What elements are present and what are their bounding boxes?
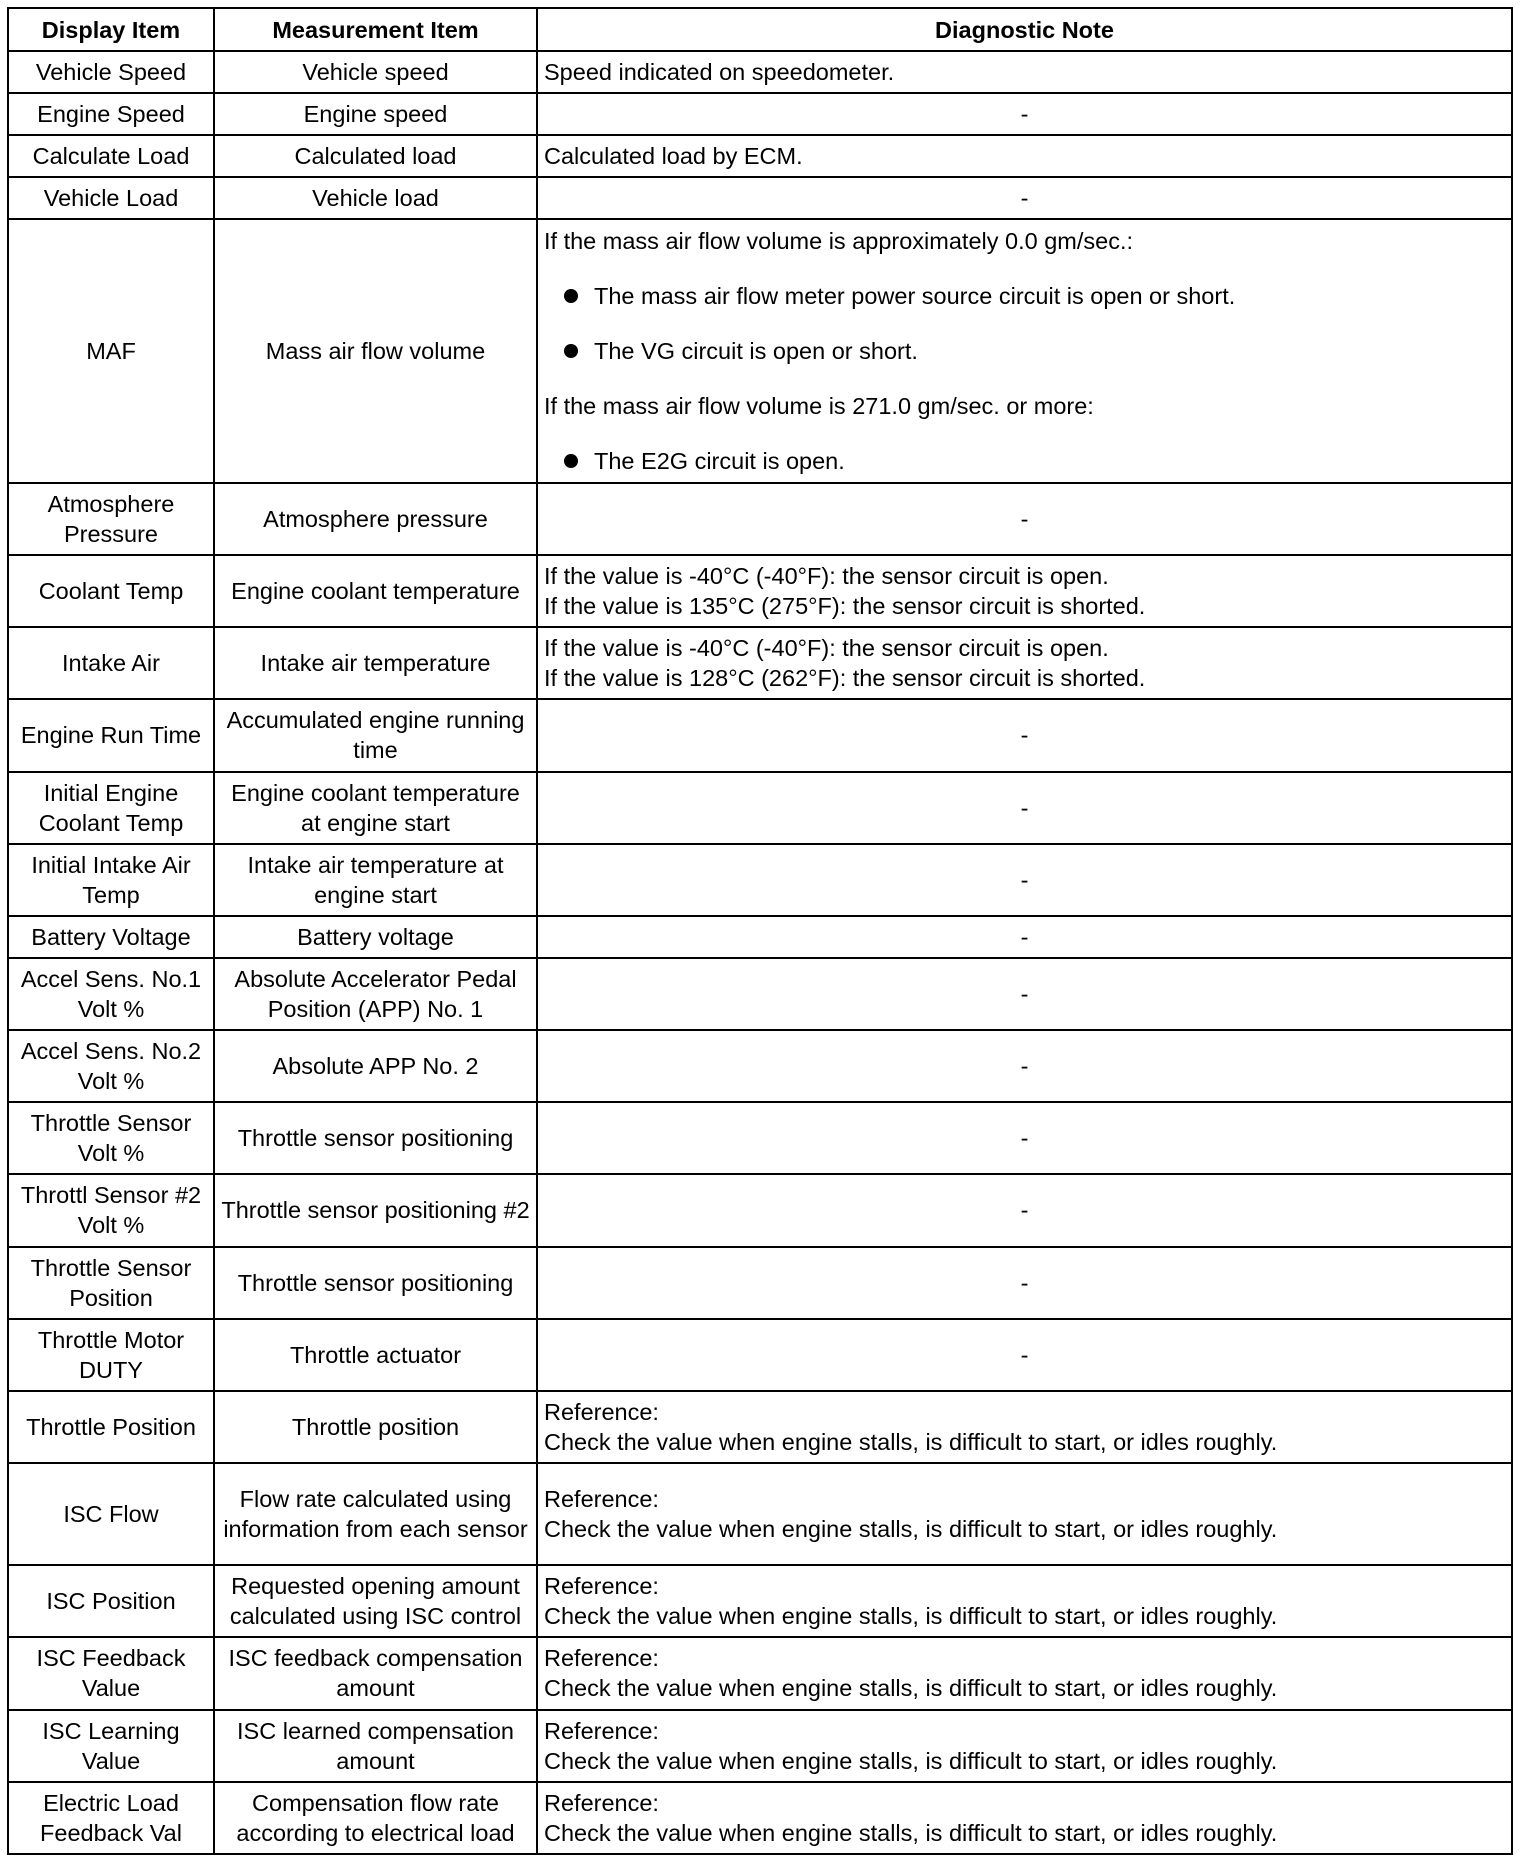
diagnostic-note: - — [537, 1247, 1512, 1319]
note-line: Reference: — [544, 1717, 659, 1744]
diagnostic-note — [537, 219, 1512, 483]
note-line: If the value is -40°C (-40°F): the sensor circuit is open. — [544, 635, 1109, 662]
measurement-item: Calculated load — [214, 135, 537, 177]
note-line: Reference: — [544, 1486, 659, 1513]
bullet-item — [544, 336, 1505, 366]
measurement-item: Engine coolant temperature at engine start — [214, 772, 537, 844]
measurement-item: Throttle sensor positioning #2 — [214, 1174, 537, 1246]
table-row — [8, 1319, 1512, 1391]
display-item: Throttle Sensor Position — [8, 1247, 214, 1319]
measurement-item: Engine coolant temperature — [214, 555, 537, 627]
table-row — [8, 1391, 1512, 1463]
measurement-item: Throttle actuator — [214, 1319, 537, 1391]
measurement-item: Throttle sensor positioning — [214, 1102, 537, 1174]
measurement-item: Throttle sensor positioning — [214, 1247, 537, 1319]
display-item: Calculate Load — [8, 135, 214, 177]
diagnostic-note — [537, 1710, 1512, 1782]
display-item: Throttle Sensor Volt % — [8, 1102, 214, 1174]
display-item: MAF — [8, 219, 214, 483]
measurement-item: Engine speed — [214, 93, 537, 135]
header-display-item: Display Item — [8, 8, 214, 51]
measurement-item: Accumulated engine running time — [214, 699, 537, 771]
measurement-item: Vehicle load — [214, 177, 537, 219]
display-item: Initial Engine Coolant Temp — [8, 772, 214, 844]
bullet-text: The mass air flow meter power source circuit is open or short. — [594, 283, 1236, 310]
note-line: Reference: — [544, 1573, 659, 1600]
measurement-item: Throttle position — [214, 1391, 537, 1463]
note-line: If the value is 128°C (262°F): the sensor circuit is shorted. — [544, 665, 1146, 692]
diagnostic-note: - — [537, 772, 1512, 844]
table-row — [8, 1102, 1512, 1174]
diagnostic-note: - — [537, 483, 1512, 555]
table-row — [8, 1637, 1512, 1709]
table-row — [8, 177, 1512, 219]
table-row — [8, 1247, 1512, 1319]
header-row — [8, 8, 1512, 51]
table-row — [8, 627, 1512, 699]
diagnostic-note — [537, 1637, 1512, 1709]
diagnostic-note: - — [537, 1030, 1512, 1102]
table-row — [8, 772, 1512, 844]
table-row — [8, 1565, 1512, 1637]
table-row — [8, 699, 1512, 771]
diagnostic-note: - — [537, 1102, 1512, 1174]
measurement-item: Intake air temperature — [214, 627, 537, 699]
bullet-text: The VG circuit is open or short. — [594, 338, 918, 365]
display-item: Throttle Motor DUTY — [8, 1319, 214, 1391]
display-item: Throttle Position — [8, 1391, 214, 1463]
display-item: ISC Feedback Value — [8, 1637, 214, 1709]
table-row — [8, 483, 1512, 555]
measurement-item: Intake air temperature at engine start — [214, 844, 537, 916]
measurement-item: Mass air flow volume — [214, 219, 537, 483]
diagnostic-note — [537, 1463, 1512, 1565]
measurement-item: ISC learned compensation amount — [214, 1710, 537, 1782]
diagnostic-note — [537, 555, 1512, 627]
measurement-item: Battery voltage — [214, 916, 537, 958]
note-line: Check the value when engine stalls, is difficult to start, or idles roughly. — [544, 1428, 1278, 1455]
bullet-icon — [564, 454, 578, 468]
display-item: Accel Sens. No.2 Volt % — [8, 1030, 214, 1102]
display-item: Battery Voltage — [8, 916, 214, 958]
table-row — [8, 51, 1512, 93]
header-diagnostic-note: Diagnostic Note — [537, 8, 1512, 51]
display-item: ISC Flow — [8, 1463, 214, 1565]
diagnostic-note: - — [537, 844, 1512, 916]
table-row — [8, 1174, 1512, 1246]
measurement-item: Absolute APP No. 2 — [214, 1030, 537, 1102]
note-line: Reference: — [544, 1398, 659, 1425]
display-item: Engine Run Time — [8, 699, 214, 771]
display-item: Initial Intake Air Temp — [8, 844, 214, 916]
display-item: ISC Position — [8, 1565, 214, 1637]
table-row — [8, 916, 1512, 958]
measurement-item: Requested opening amount calculated using ISC control — [214, 1565, 537, 1637]
note-line: If the mass air flow volume is approximately 0.0 gm/sec.: — [544, 228, 1134, 255]
bullet-icon — [564, 289, 578, 303]
note-line: Reference: — [544, 1789, 659, 1816]
note-line: Check the value when engine stalls, is difficult to start, or idles roughly. — [544, 1675, 1278, 1702]
display-item: Engine Speed — [8, 93, 214, 135]
bullet-icon — [564, 344, 578, 358]
note-line: If the value is -40°C (-40°F): the sensor circuit is open. — [544, 563, 1109, 590]
display-item: Vehicle Load — [8, 177, 214, 219]
diagnostic-note: - — [537, 699, 1512, 771]
header-measurement-item: Measurement Item — [214, 8, 537, 51]
note-line: Check the value when engine stalls, is difficult to start, or idles roughly. — [544, 1819, 1278, 1846]
table-row — [8, 1463, 1512, 1565]
table-row — [8, 1710, 1512, 1782]
display-item: Intake Air — [8, 627, 214, 699]
measurement-item: Absolute Accelerator Pedal Position (APP) No. 1 — [214, 958, 537, 1030]
diagnostic-note — [537, 1565, 1512, 1637]
note-line: If the value is 135°C (275°F): the sensor circuit is shorted. — [544, 593, 1146, 620]
display-item: Atmosphere Pressure — [8, 483, 214, 555]
diagnostic-note — [537, 627, 1512, 699]
measurement-item: Atmosphere pressure — [214, 483, 537, 555]
display-item: Throttl Sensor #2 Volt % — [8, 1174, 214, 1246]
measurement-item: Compensation flow rate according to electrical load — [214, 1782, 537, 1854]
note-line: Check the value when engine stalls, is difficult to start, or idles roughly. — [544, 1603, 1278, 1630]
diagnostic-note: Speed indicated on speedometer. — [537, 51, 1512, 93]
bullet-text: The E2G circuit is open. — [594, 448, 845, 475]
diagnostic-note: - — [537, 177, 1512, 219]
note-line: Check the value when engine stalls, is difficult to start, or idles roughly. — [544, 1747, 1278, 1774]
diagnostic-note: Calculated load by ECM. — [537, 135, 1512, 177]
note-line: If the mass air flow volume is 271.0 gm/sec. or more: — [544, 393, 1094, 420]
diagnostic-note — [537, 1782, 1512, 1854]
diagnostic-note: - — [537, 958, 1512, 1030]
diagnostic-table — [7, 7, 1513, 1855]
table-row — [8, 1782, 1512, 1854]
measurement-item: Flow rate calculated using information from each sensor — [214, 1463, 537, 1565]
diagnostic-note: - — [537, 1174, 1512, 1246]
display-item: ISC Learning Value — [8, 1710, 214, 1782]
table-row — [8, 844, 1512, 916]
table-row — [8, 1030, 1512, 1102]
display-item: Coolant Temp — [8, 555, 214, 627]
note-line: Check the value when engine stalls, is difficult to start, or idles roughly. — [544, 1516, 1278, 1543]
note-line: Reference: — [544, 1645, 659, 1672]
table-row — [8, 219, 1512, 483]
bullet-item — [544, 446, 1505, 476]
table-row — [8, 135, 1512, 177]
table-row — [8, 93, 1512, 135]
diagnostic-note: - — [537, 93, 1512, 135]
diagnostic-note — [537, 1391, 1512, 1463]
diagnostic-note: - — [537, 916, 1512, 958]
display-item: Vehicle Speed — [8, 51, 214, 93]
table-row — [8, 555, 1512, 627]
display-item: Accel Sens. No.1 Volt % — [8, 958, 214, 1030]
measurement-item: Vehicle speed — [214, 51, 537, 93]
display-item: Electric Load Feedback Val — [8, 1782, 214, 1854]
bullet-item — [544, 281, 1505, 311]
diagnostic-note: - — [537, 1319, 1512, 1391]
measurement-item: ISC feedback compensation amount — [214, 1637, 537, 1709]
table-row — [8, 958, 1512, 1030]
